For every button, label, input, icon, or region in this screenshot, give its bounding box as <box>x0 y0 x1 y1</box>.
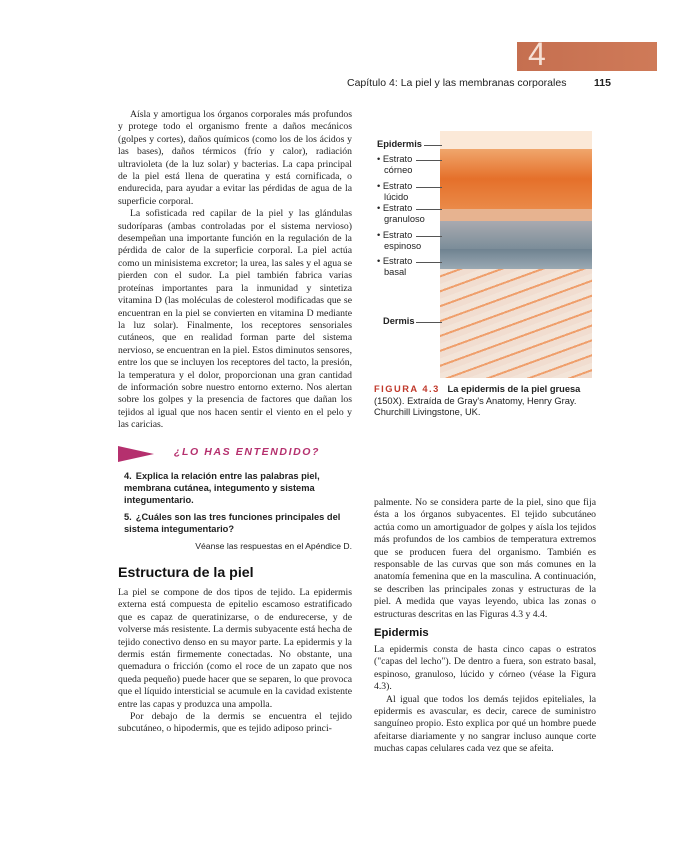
paragraph: La sofisticada red capilar de la piel y las glándulas sudoríparas (ambas controladas por el sistema nervioso) desempeñan una importante función en la regulación de la pérdida de calor de la superficie corporal. La piel actúa como un minisistema excretor; la urea, las sales y el agua se pierden con el sudor. La piel también fabrica varias proteínas importantes para la inmunidad y sintetiza vitamina D (las moléculas de colesterol modificadas que se encuentran en la piel se convierten en vitamina D mediante la luz solar). Finalmente, los receptores sensoriales cutáneos, que en realidad forman parte del sistema nervioso, se encuentran en la piel. Estos diminutos sensores, entre los que se incluyen los receptores del tacto, la presión, la temperatura y el dolor, proporcionan una gran cantidad de información sobre nuestro entorno externo. Nos alertan sobre los golpes y la presencia de factores que dañan los tejidos al igual que nos hacen sentir el viento en el pelo y las caricias. <box>118 208 352 431</box>
paragraph: La epidermis consta de hasta cinco capas o estratos ("capas del lecho"). De dentro a fuera, son estrato basal, espinoso, granuloso, lúcido y córneo (véase la Figura 4.3). <box>374 644 596 693</box>
skin-micrograph <box>440 131 592 378</box>
label-corneo-2: córneo <box>384 165 413 175</box>
intro-text <box>118 109 352 432</box>
label-espinoso-1: • Estrato <box>377 230 413 240</box>
answers-note: Véanse las respuestas en el Apéndice D. <box>195 541 352 551</box>
paragraph: Al igual que todos los demás tejidos epiteliales, la epidermis es avascular, es decir, carece de suministro sanguíneo propio. Esto explica por qué un hombre puede afeitarse diariamente y no sangrar incluso aunque corte muchas capas celulares cada vez que se afeita. <box>374 693 596 755</box>
leader-line <box>416 209 442 210</box>
paragraph: La piel se compone de dos tipos de tejido. La epidermis externa está compuesta de epitelio escamoso estratificado que es capaz de queratinizarse, o de endurecerse, y de volverse más resistente. La dermis subyacente está hecha de tejido conectivo denso en su mayor parte. La epidermis y la dermis están firmemente conectadas. No obstante, una quemadura o fricción (como el roce de un zapato que nos queda pequeño) puede hacer que se separen, lo que provoca que el líquido intersticial se acumule en la cavidad existente entre las capas y produzca una ampolla. <box>118 587 352 710</box>
leader-line <box>416 160 442 161</box>
check-banner <box>118 444 352 462</box>
label-basal-2: basal <box>384 267 407 277</box>
label-basal-1: • Estrato <box>377 256 413 266</box>
subsection-title: Epidermis <box>374 627 429 639</box>
label-espinoso-2: espinoso <box>384 241 422 251</box>
chapter-number: 4 <box>528 36 546 72</box>
caption-text: (150X). Extraída de Gray's Anatomy, Henry Gray. Churchill Livingstone, UK. <box>374 395 577 417</box>
question-text: Explica la relación entre las palabras piel, membrana cutánea, integumento y sistema integumentario. <box>124 471 320 505</box>
section-text <box>118 587 352 736</box>
leader-line <box>416 236 442 237</box>
paragraph: Aísla y amortigua los órganos corporales más profundos y protege todo el organismo frente a daños mecánicos (golpes y cortes), daños químicos (como los de los ácidos y las bases), daños térmicos (frío y calor), radiación ultravioleta (de la luz solar) y bacterias. La capa principal de la piel está llena de queratina y está cornificada, o endurecida, para ayudar a evitar las pérdidas de agua de la superficie corporal. <box>118 109 352 207</box>
leader-line <box>416 187 442 188</box>
question-text: ¿Cuáles son las tres funciones principales del sistema integumentario? <box>124 512 341 534</box>
question-item <box>124 471 352 506</box>
question-number: 4. <box>124 471 132 481</box>
label-lucido-1: • Estrato <box>377 181 413 191</box>
label-granuloso-1: • Estrato <box>377 203 413 213</box>
label-epidermis: Epidermis <box>377 139 422 149</box>
subsection-text <box>374 644 596 756</box>
page-number: 115 <box>594 77 611 89</box>
paragraph: Por debajo de la dermis se encuentra el tejido subcutáneo, o hipodermis, que es tejido adiposo princi- <box>118 711 352 735</box>
arrow-icon <box>118 446 154 462</box>
figure-caption <box>374 384 596 419</box>
leader-line <box>416 322 442 323</box>
caption-title: La epidermis de la piel gruesa <box>447 384 581 394</box>
question-item <box>124 512 352 536</box>
continuation-text <box>374 497 596 621</box>
label-dermis: Dermis <box>383 316 415 326</box>
leader-line <box>416 262 442 263</box>
caption-label: FIGURA 4.3 <box>374 384 440 394</box>
running-title: Capítulo 4: La piel y las membranas corporales <box>347 77 567 89</box>
label-lucido-2: lúcido <box>384 192 409 202</box>
check-title: ¿LO HAS ENTENDIDO? <box>174 446 321 458</box>
question-number: 5. <box>124 512 132 522</box>
leader-line <box>424 145 442 146</box>
section-title: Estructura de la piel <box>118 565 254 581</box>
paragraph: palmente. No se considera parte de la piel, sino que fija ésta a los órganos subyacentes. El tejido subcutáneo actúa como un amortiguador de golpes y aísla los tejidos más profundos de los cambios de temperatura extremos que se producen fuera del organismo. También es responsable de las curvas que son más comunes en la anatomía femenina que en la masculina. A continuación, se describen las principales zonas y estructuras de la piel. A medida que vayas leyendo, ubica las zonas o estructuras descritas en las Figuras 4.3 y 4.4. <box>374 497 596 620</box>
label-granuloso-2: granuloso <box>384 214 425 224</box>
label-corneo-1: • Estrato <box>377 154 413 164</box>
